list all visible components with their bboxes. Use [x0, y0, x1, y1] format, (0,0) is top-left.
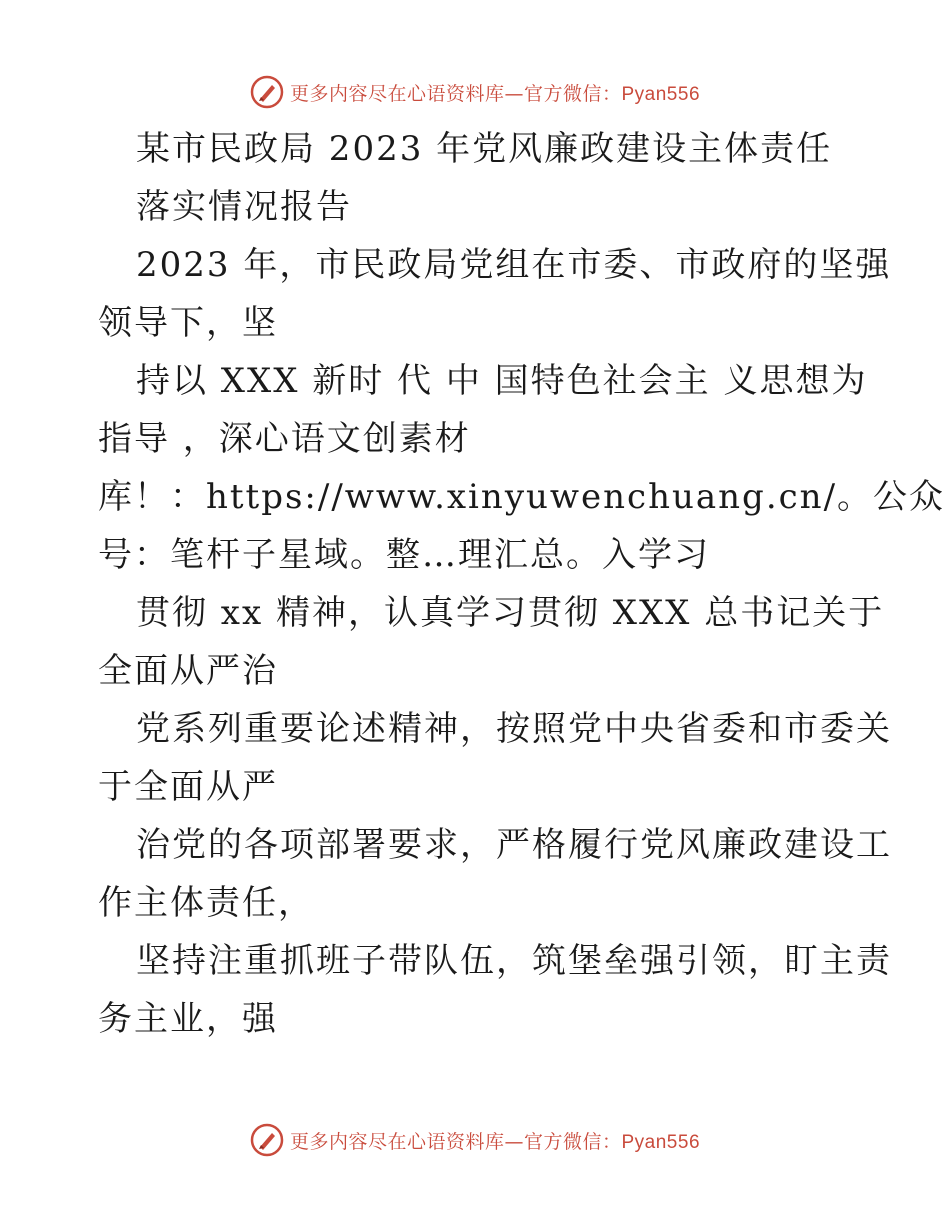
doc-text-line: 全面从严治 — [98, 651, 278, 691]
pen-logo-icon — [250, 1123, 284, 1157]
doc-text-line: 务主业，强 — [98, 999, 278, 1039]
doc-text-line: 号：笔杆子星域。整…理汇总。入学习 — [98, 535, 710, 575]
doc-text-line: 持以 XXX 新时 代 中 国特色社会主 义思想为 — [136, 361, 868, 401]
doc-text-line: 党系列重要论述精神，按照党中央省委和市委关 — [136, 709, 892, 749]
watermark-separator: — — [504, 1130, 524, 1153]
watermark-text — [290, 1127, 700, 1154]
watermark-header — [0, 72, 950, 112]
watermark-text — [290, 79, 700, 106]
doc-text-line: 于全面从严 — [98, 767, 278, 807]
doc-title-line-1: 某市民政局 2023 年党风廉政建设主体责任 — [136, 129, 833, 169]
doc-url-line: 库！：https://www.xinyuwenchuang.cn/。公众 — [98, 477, 946, 517]
watermark-footer — [0, 1120, 950, 1160]
watermark-wechat-id: Pyan556 — [621, 83, 701, 105]
doc-text-line: 领导下，坚 — [98, 303, 278, 343]
doc-text-line: 贯彻 xx 精神，认真学习贯彻 XXX 总书记关于 — [136, 593, 885, 633]
watermark-title: 更多内容尽在心语资料库 — [289, 82, 505, 105]
watermark-wechat-id: Pyan556 — [621, 1131, 701, 1153]
watermark-official-label: 官方微信： — [523, 82, 622, 105]
doc-text-line: 治党的各项部署要求，严格履行党风廉政建设工 — [136, 825, 892, 865]
watermark-title: 更多内容尽在心语资料库 — [289, 1130, 505, 1153]
doc-text-line: 2023 年，市民政局党组在市委、市政府的坚强 — [136, 245, 892, 285]
doc-text-line: 指导 ，深心语文创素材 — [98, 419, 471, 459]
watermark-separator: — — [504, 82, 524, 105]
doc-title-line-2: 落实情况报告 — [136, 187, 352, 227]
doc-text-line: 作主体责任， — [98, 883, 314, 923]
document-body — [98, 120, 946, 1048]
doc-text-line: 坚持注重抓班子带队伍，筑堡垒强引领，盯主责 — [136, 941, 892, 981]
watermark-official-label: 官方微信： — [523, 1130, 622, 1153]
pen-logo-icon — [250, 75, 284, 109]
